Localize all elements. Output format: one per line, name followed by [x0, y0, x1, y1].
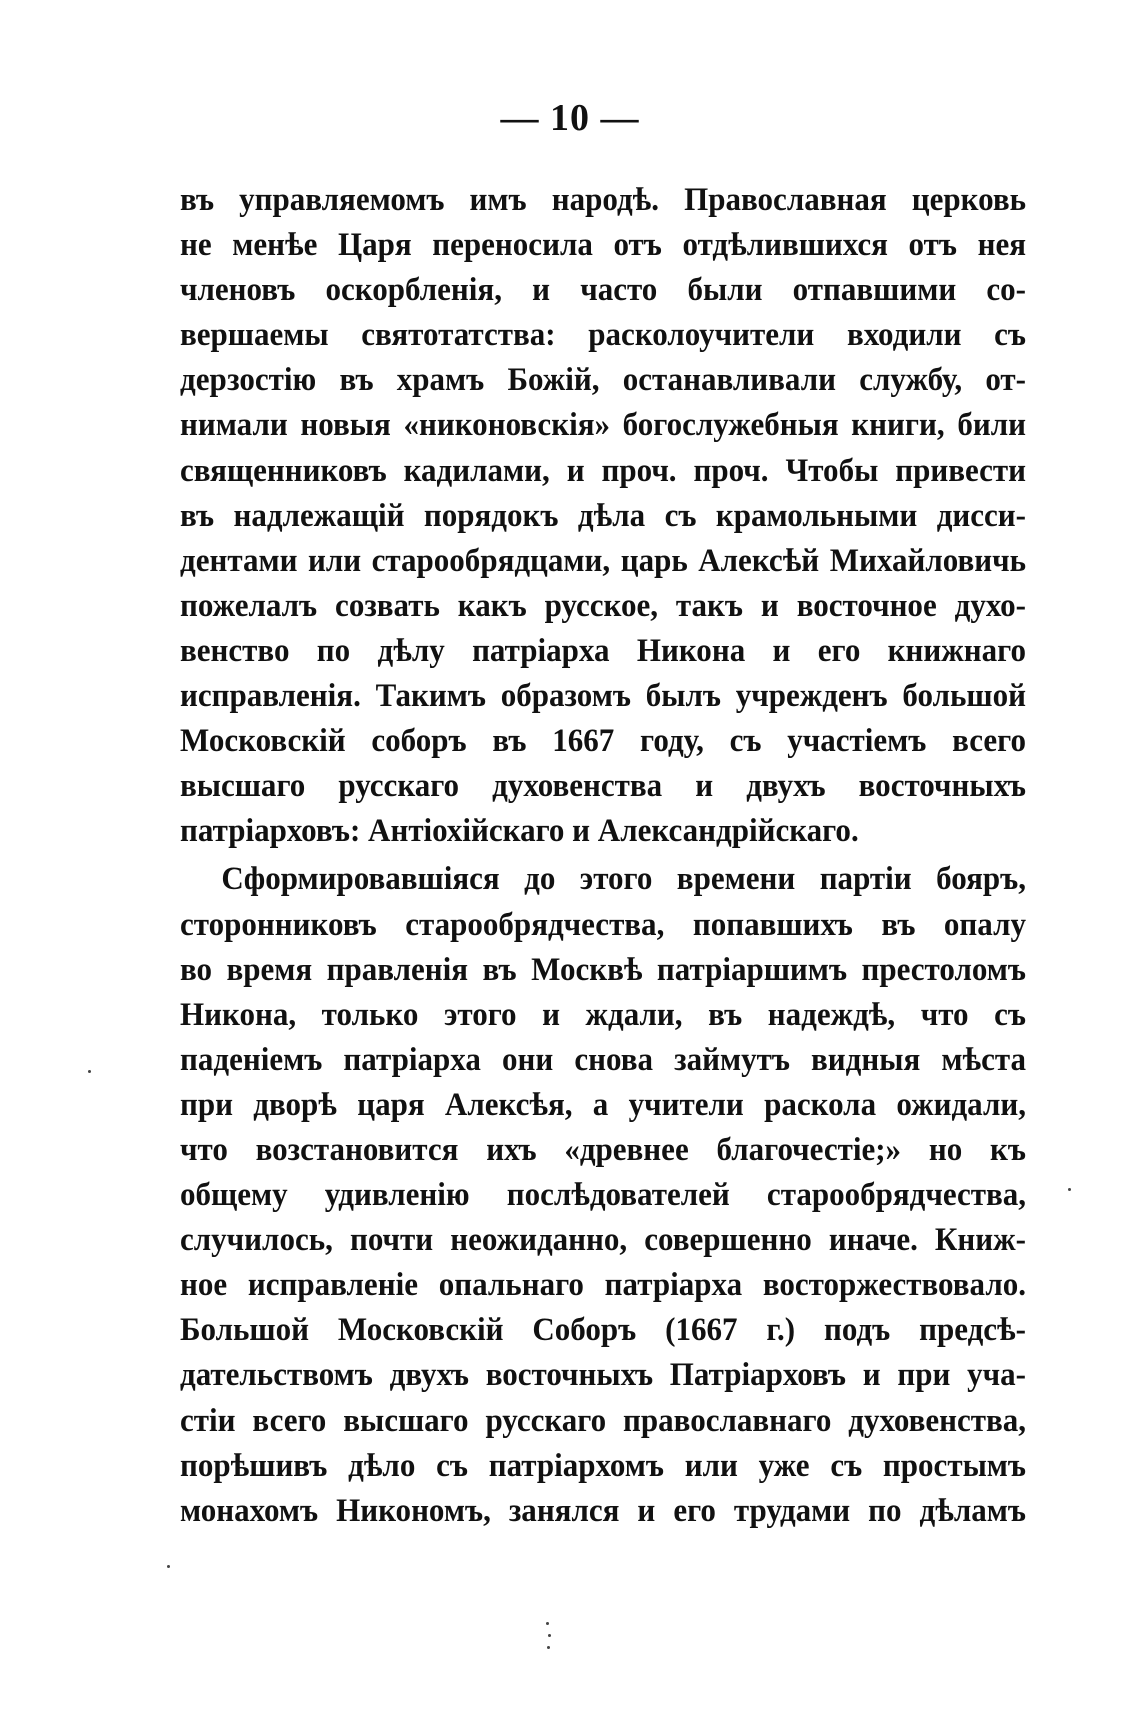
- text-line: случилось, почти неожиданно, совершенно иначе. Книж-: [180, 1222, 1026, 1259]
- page-number: — 10 —: [500, 97, 640, 139]
- text-line: Московскій соборъ въ 1667 году, съ участіемъ всего: [180, 723, 1026, 760]
- scan-speck: [1068, 1188, 1071, 1191]
- text-line: порѣшивъ дѣло съ патріархомъ или уже съ простымъ: [180, 1447, 1026, 1484]
- text-line: паденіемъ патріарха они снова займутъ видныя мѣста: [180, 1041, 1026, 1078]
- text-line: въ управляемомъ имъ народѣ. Православная церковь: [180, 182, 1026, 218]
- body-text: [180, 178, 1026, 1534]
- text-line: высшаго русскаго духовенства и двухъ восточныхъ: [180, 768, 1026, 805]
- text-line: Сформировавшіяся до этого времени партіи бояръ,: [221, 861, 1026, 898]
- text-line: патріарховъ: Антіохійскаго и Александрійскаго.: [180, 813, 859, 850]
- text-line: Никона, только этого и ждали, въ надеждѣ, что съ: [180, 996, 1026, 1033]
- text-line: пожелалъ созвать какъ русское, такъ и восточное духо-: [180, 587, 1026, 624]
- text-line: стіи всего высшаго русскаго православнаго духовенства,: [180, 1402, 1026, 1439]
- text-line: членовъ оскорбленія, и часто были отпавшими со-: [180, 272, 1026, 309]
- text-line: что возстановится ихъ «древнее благочестіе;» но къ: [180, 1131, 1026, 1168]
- scan-speck: [548, 1634, 551, 1637]
- paragraph-1: [180, 178, 1026, 854]
- text-line: въ надлежащій порядокъ дѣла съ крамольными дисси-: [180, 497, 1026, 534]
- text-line: вершаемы святотатства: расколоучители входили съ: [180, 317, 1026, 354]
- text-line: монахомъ Никономъ, занялся и его трудами по дѣламъ: [180, 1492, 1026, 1529]
- scan-speck: [547, 1646, 550, 1649]
- text-line: венство по дѣлу патріарха Никона и его книжнаго: [180, 632, 1026, 669]
- paragraph-2: [180, 857, 1026, 1533]
- scan-speck: [546, 1622, 549, 1625]
- text-line: священниковъ кадилами, и проч. проч. Чтобы привести: [180, 452, 1026, 489]
- scan-speck: [88, 1070, 91, 1073]
- text-line: дентами или старообрядцами, царь Алексѣй Михайловичь: [180, 542, 1026, 579]
- text-line: дерзостію въ храмъ Божій, останавливали службу, от-: [180, 362, 1026, 399]
- text-line: сторонниковъ старообрядчества, попавшихъ въ опалу: [180, 906, 1026, 943]
- text-line: общему удивленію послѣдователей старообрядчества,: [180, 1177, 1026, 1214]
- scan-speck: [167, 1565, 170, 1568]
- text-line: не менѣе Царя переносила отъ отдѣлившихся отъ нея: [180, 227, 1026, 264]
- text-line: исправленія. Такимъ образомъ былъ учрежденъ большой: [180, 678, 1026, 715]
- text-line: при дворѣ царя Алексѣя, а учители раскола ожидали,: [180, 1086, 1026, 1123]
- text-line: дательствомъ двухъ восточныхъ Патріарховъ и при уча-: [180, 1357, 1026, 1394]
- text-line: ное исправленіе опальнаго патріарха восторжествовало.: [180, 1267, 1026, 1304]
- text-line: нимали новыя «никоновскія» богослужебныя книги, били: [180, 407, 1026, 444]
- text-line: Большой Московскій Соборъ (1667 г.) подъ предсѣ-: [180, 1312, 1026, 1349]
- text-line: во время правленія въ Москвѣ патріаршимъ престоломъ: [180, 951, 1026, 988]
